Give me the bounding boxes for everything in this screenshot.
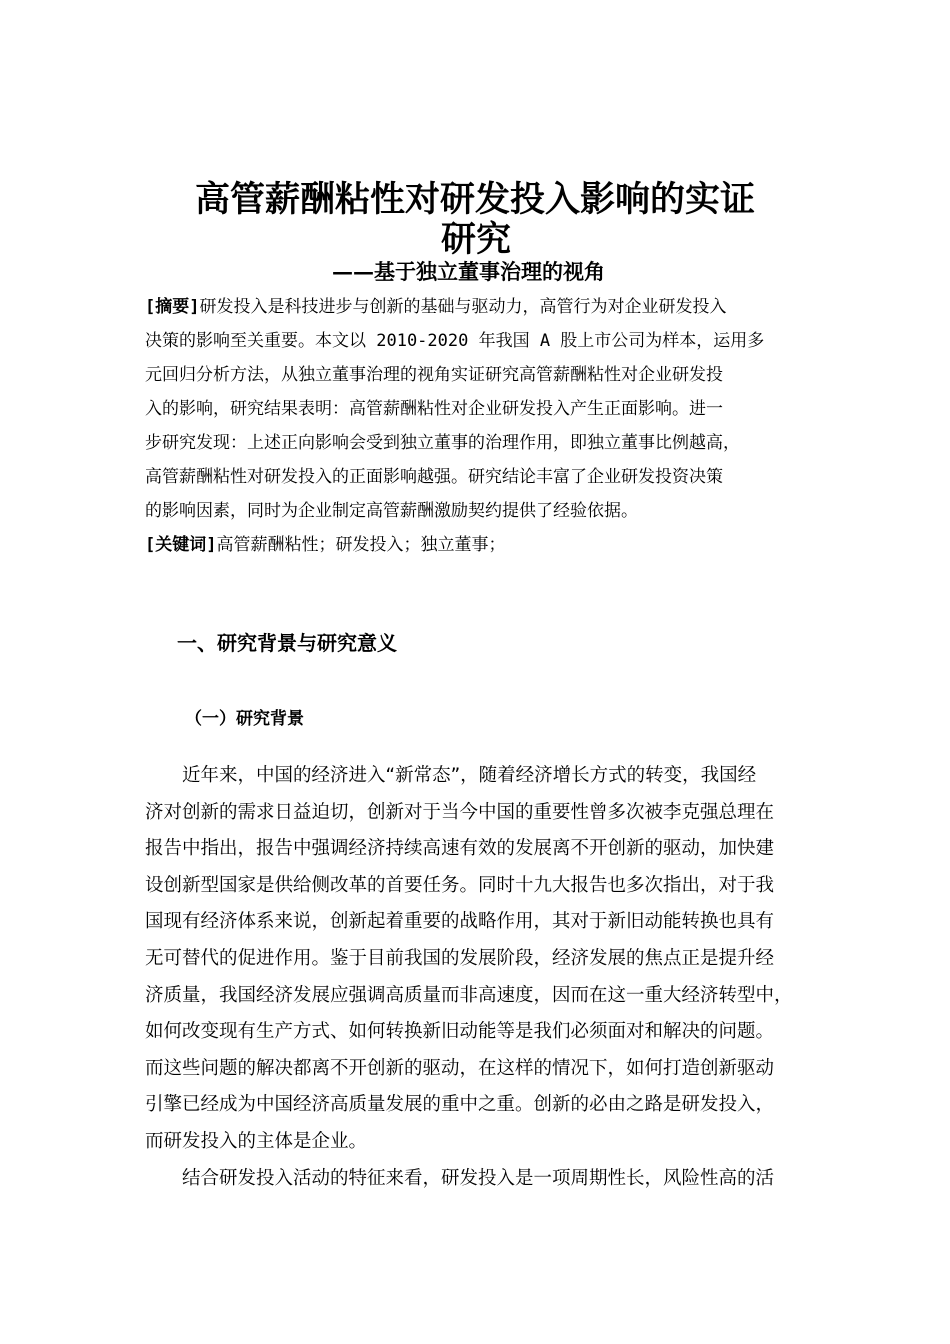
paper-title-line-2: 研究 (440, 220, 511, 260)
abstract-block (145, 290, 810, 562)
body-line: 而研发投入的主体是企业。 (145, 1130, 368, 1152)
body-line: 而这些问题的解决都离不开创新的驱动，在这样的情况下，如何打造创新驱动 (145, 1057, 775, 1079)
subsection-heading: （一）研究背景 (185, 709, 304, 729)
abstract-line: 步研究发现：上述正向影响会受到独立董事的治理作用，即独立董事比例越高， (145, 433, 740, 453)
keywords-line (145, 528, 810, 562)
body-line: 引擎已经成为中国经济高质量发展的重中之重。创新的必由之路是研发投入， (145, 1094, 775, 1116)
body-line: 济对创新的需求日益迫切，创新对于当今中国的重要性曾多次被李克强总理在 (145, 801, 775, 823)
paper-title-line-1: 高管薪酬粘性对研发投入影响的实证 (194, 180, 755, 220)
body-line: 设创新型国家是供给侧改革的首要任务。同时十九大报告也多次指出，对于我 (145, 874, 775, 896)
keywords-text: 高管薪酬粘性；研发投入；独立董事； (216, 535, 506, 555)
paper-subtitle: ——基于独立董事治理的视角 (332, 259, 605, 284)
abstract-line: 元回归分析方法，从独立董事治理的视角实证研究高管薪酬粘性对企业研发投 (145, 365, 723, 385)
body-line: 国现有经济体系来说，创新起着重要的战略作用，其对于新旧动能转换也具有 (145, 911, 775, 933)
abstract-line: 入的影响，研究结果表明：高管薪酬粘性对企业研发投入产生正面影响。进一 (145, 399, 723, 419)
abstract-line: 高管薪酬粘性对研发投入的正面影响越强。研究结论丰富了企业研发投资决策 (145, 467, 723, 487)
keywords-label: [关键词] (145, 535, 217, 555)
body-line: 如何改变现有生产方式、如何转换新旧动能等是我们必须面对和解决的问题。 (145, 1021, 775, 1043)
body-line: 济质量，我国经济发展应强调高质量而非高速度，因而在这一重大经济转型中， (145, 984, 793, 1006)
body-line: 结合研发投入活动的特征来看，研发投入是一项周期性长，风险性高的活 (182, 1167, 775, 1189)
body-text (145, 758, 815, 1197)
abstract-line (145, 290, 810, 324)
abstract-label: [摘要] (145, 297, 200, 317)
body-line: 无可替代的促进作用。鉴于目前我国的发展阶段，经济发展的焦点正是提升经 (145, 947, 775, 969)
abstract-text: 研发投入是科技进步与创新的基础与驱动力，高管行为对企业研发投入 (199, 297, 727, 317)
abstract-line: 决策的影响至关重要。本文以 2010-2020 年我国 A 股上市公司为样本，运用多 (145, 331, 765, 351)
abstract-line: 的影响因素，同时为企业制定高管薪酬激励契约提供了经验依据。 (145, 501, 638, 521)
section-heading: 一、研究背景与研究意义 (177, 631, 397, 655)
body-line: 近年来，中国的经济进入“新常态”，随着经济增长方式的转变，我国经 (182, 765, 757, 786)
body-line: 报告中指出，报告中强调经济持续高速有效的发展离不开创新的驱动，加快建 (145, 838, 775, 860)
